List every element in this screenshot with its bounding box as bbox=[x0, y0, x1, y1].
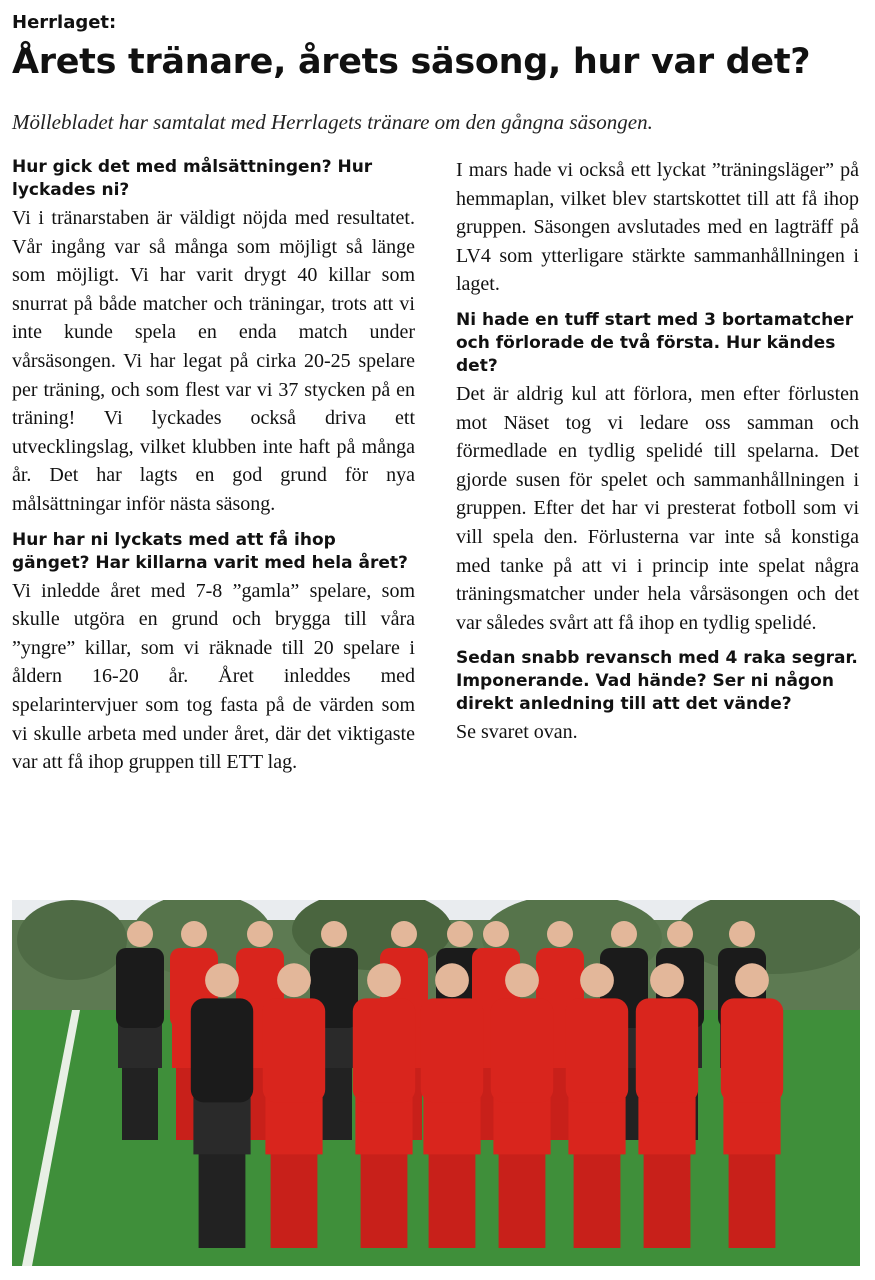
player-figure bbox=[721, 963, 783, 1248]
answer: Se svaret ovan. bbox=[456, 721, 578, 744]
answer: Det är aldrig kul att förlora, men efter förlusten mot Näset tog vi ledare oss samman och förmedlade en tydlig spelidé till spelarna. Det gjorde susen för spelet och sammanhållningen i gruppen. Efter det har vi presterat fotboll som vi vill spela den. Förlusterna var inte så konstiga med tanke på att vi i princip inte spelat några träningsmatcher under hela vårsäsongen och det var således svårt att få ihop en tydlig spelidé. bbox=[456, 382, 859, 634]
answer: Vi i tränarstaben är väldigt nöjda med resultatet. Vår ingång var så många som möjligt så länge som möjligt. Vi har varit drygt 40 killar som snurrat på både matcher och träningar, trots att vi inte kunde spela en enda match under vårsäsongen. Vi har legat på cirka 20-25 spelare per träning, och som flest var vi 37 stycken på en träning! Vi lyckades också driva ett utvecklingslag, vilket klubben inte haft på många år. Det har lagts en god grund för nya målsättningar inför nästa säsong. bbox=[12, 207, 415, 515]
article-column-right bbox=[456, 156, 859, 757]
team-photo bbox=[12, 900, 860, 1266]
player-figure bbox=[636, 963, 698, 1248]
question: Sedan snabb revansch med 4 raka segrar. Imponerande. Vad hände? Ser ni någon direkt anledning till att det vände? bbox=[456, 648, 858, 715]
question: Hur har ni lyckats med att få ihop gänget? Har killarna varit med hela året? bbox=[12, 529, 408, 573]
player-figure bbox=[353, 963, 415, 1248]
player-figure bbox=[263, 963, 325, 1248]
article-column-left bbox=[12, 156, 415, 787]
question: Ni hade en tuff start med 3 bortamatcher och förlorade de två första. Hur kändes det? bbox=[456, 309, 854, 376]
player-figure bbox=[116, 921, 164, 1140]
player-figure bbox=[566, 963, 628, 1248]
player-figure bbox=[421, 963, 483, 1248]
article-lede: Möllebladet har samtalat med Herrlagets tränare om den gångna säsongen. bbox=[12, 110, 653, 134]
article-kicker: Herrlaget: bbox=[12, 12, 117, 33]
article-headline: Årets tränare, årets säsong, hur var det? bbox=[12, 42, 811, 82]
answer: I mars hade vi också ett lyckat ”träningsläger” på hemmaplan, vilket blev startskottet till att få ihop gruppen. Säsongen avslutades med en lagträff på LV4 som ytterligare stärkte sammanhållningen i laget. bbox=[456, 159, 859, 296]
player-figure bbox=[491, 963, 553, 1248]
question: Hur gick det med målsättningen? Hur lyckades ni? bbox=[12, 157, 373, 200]
players bbox=[116, 921, 783, 1248]
answer: Vi inledde året med 7-8 ”gamla” spelare, som skulle utgöra en grund och brygga till våra ”yngre” killar, som vi räknade till 20 spelare i åldern 16-20 år. Året inleddes med spelarintervjuer som tog fasta på de värden som vi skulle arbeta med under året, där det viktigaste var att få ihop gruppen till ETT lag. bbox=[12, 579, 415, 774]
player-figure bbox=[191, 963, 253, 1248]
team-photo-illustration bbox=[12, 900, 860, 1266]
